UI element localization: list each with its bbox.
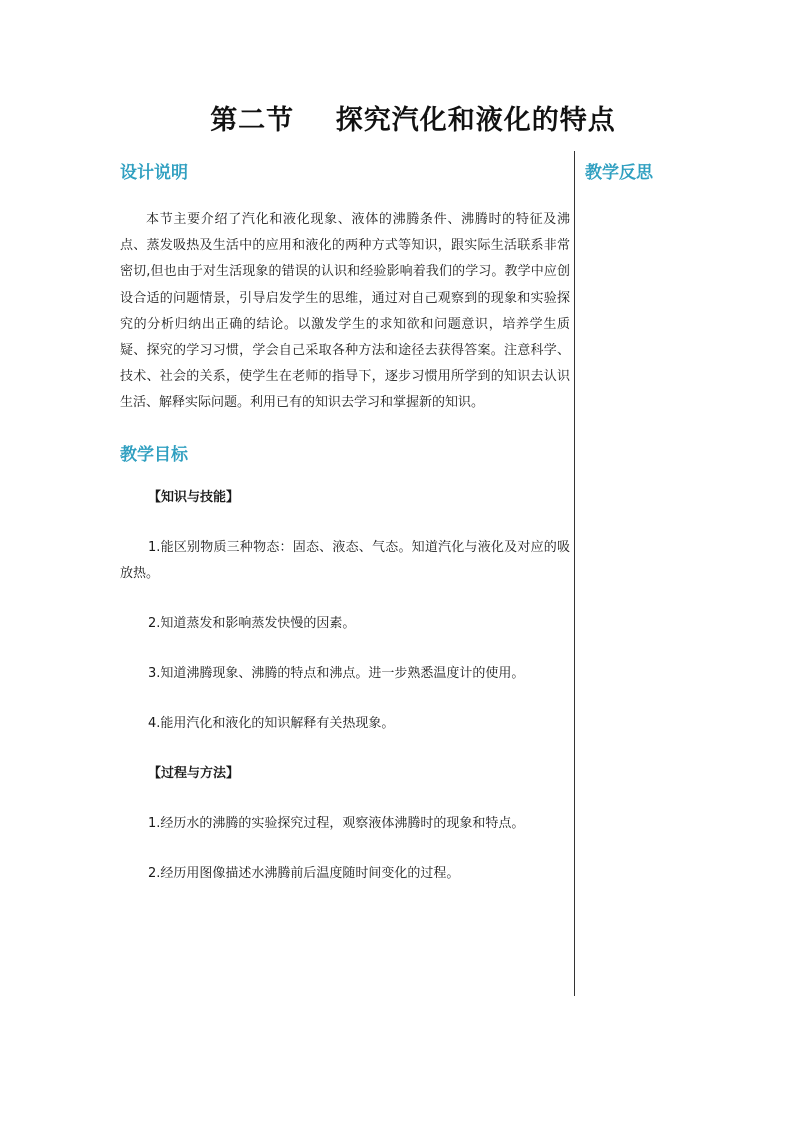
page-title: 第二节 探究汽化和液化的特点 <box>210 105 616 136</box>
knowledge-item-4: 4.能用汽化和液化的知识解释有关热现象。 <box>148 716 395 732</box>
design-heading: 设计说明 <box>120 163 188 183</box>
column-divider <box>574 151 575 996</box>
sidebar-column <box>585 160 653 186</box>
design-paragraph: 本节主要介绍了汽化和液化现象、液体的沸腾条件、沸腾时的特征及沸点、蒸发吸热及生活中的应用和液化的两种方式等知识，跟实际生活联系非常密切,但也由于对生活现象的错误的认识和经验影响着我们的学习。教学中应创设合适的问题情景，引导启发学生的思维，通过对自己观察到的现象和实验探究的分析归纳出正确的结论。以激发学生的求知欲和问题意识，培养学生质疑、探究的学习习惯，学会自己采取各种方法和途径去获得答案。注意科学、技术、社会的关系，使学生在老师的指导下，逐步习惯用所学到的知识去认识生活、解释实际问题。利用已有的知识去学习和掌握新的知识。 <box>120 212 570 411</box>
knowledge-item-3: 3.知道沸腾现象、沸腾的特点和沸点。进一步熟悉温度计的使用。 <box>148 666 525 682</box>
reflection-heading: 教学反思 <box>585 163 653 183</box>
knowledge-item-1: 1.能区别物质三种物态：固态、液态、气态。知道汽化与液化及对应的吸放热。 <box>120 539 570 581</box>
main-column <box>120 160 570 887</box>
process-item-1: 1.经历水的沸腾的实验探究过程，观察液体沸腾时的现象和特点。 <box>148 815 525 831</box>
process-item-2: 2.经历用图像描述水沸腾前后温度随时间变化的过程。 <box>148 865 460 881</box>
knowledge-subheading: 【知识与技能】 <box>148 489 240 505</box>
knowledge-item-2: 2.知道蒸发和影响蒸发快慢的因素。 <box>148 616 356 632</box>
process-subheading: 【过程与方法】 <box>148 765 240 781</box>
goals-heading: 教学目标 <box>120 444 188 465</box>
